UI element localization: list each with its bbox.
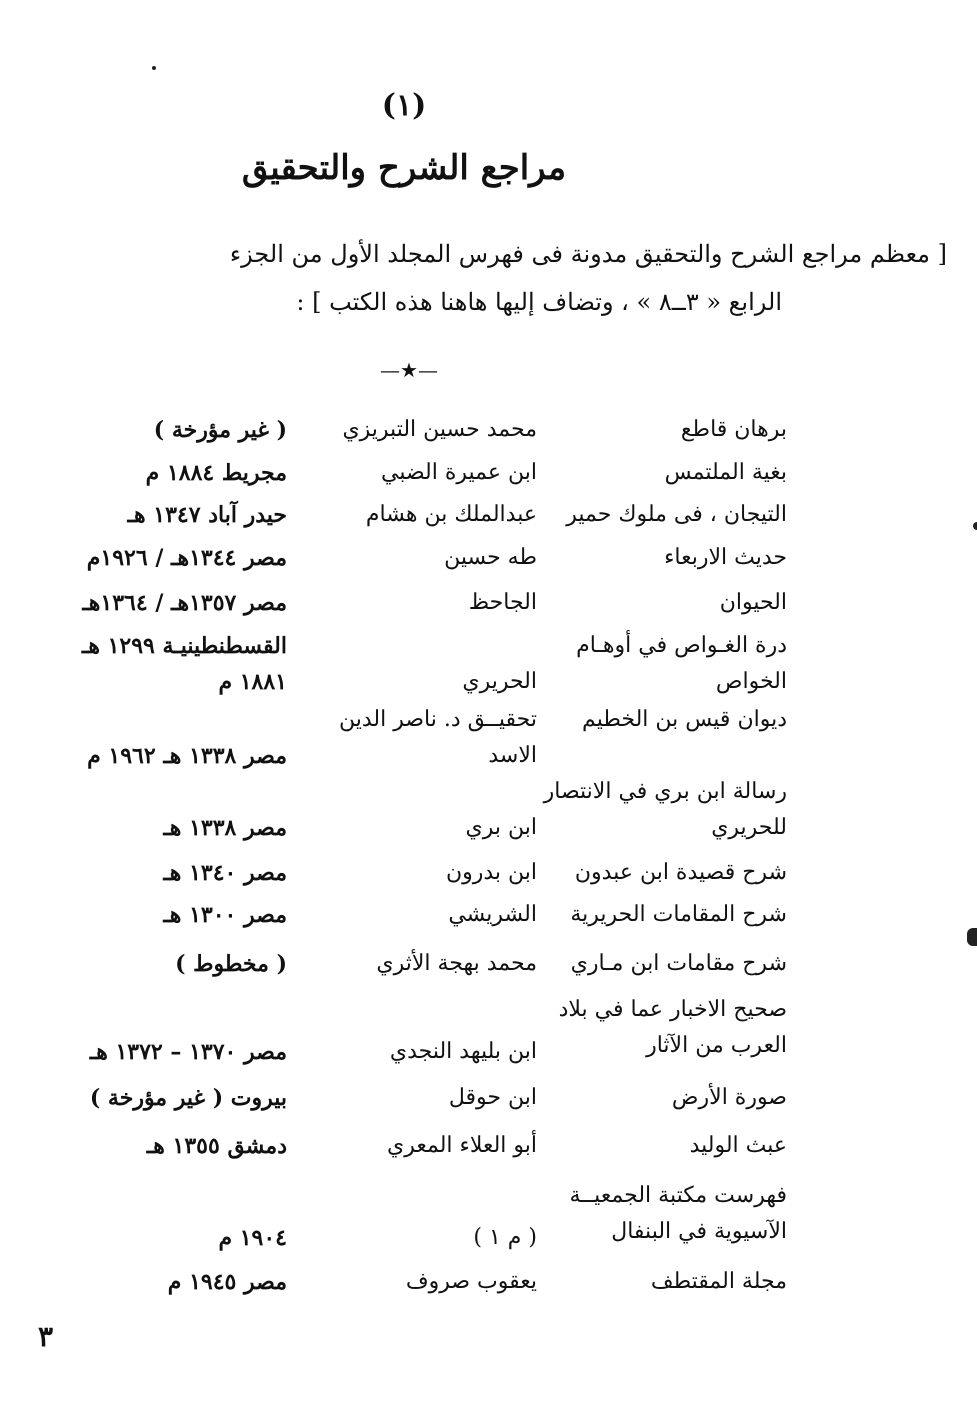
reference-author: الجاحظ xyxy=(468,590,537,615)
reference-row xyxy=(0,774,977,856)
reference-row xyxy=(0,455,977,515)
reference-row xyxy=(0,702,977,784)
reference-author: طه حسين xyxy=(444,545,537,570)
section-number: (١) xyxy=(381,88,427,123)
reference-author: ابن حوقل xyxy=(448,1085,537,1110)
reference-author: ابن بليهد النجدي xyxy=(389,1039,537,1064)
reference-row xyxy=(0,1128,977,1188)
reference-title: حديث الاربعاء xyxy=(664,545,787,570)
reference-row xyxy=(0,855,977,915)
reference-title: شرح قصيدة ابن عبدون xyxy=(574,860,787,885)
reference-row xyxy=(0,946,977,1006)
reference-row xyxy=(0,540,977,600)
reference-title: رسالة ابن بري في الانتصار للحريري xyxy=(543,779,787,840)
reference-author: يعقوب صروف xyxy=(405,1269,537,1294)
reference-title: صحيح الاخبار عما في بلاد العرب من الآثار xyxy=(558,997,787,1058)
reference-publication: مصر ١٣٤٤هـ / ١٩٢٦م xyxy=(86,545,287,571)
reference-row xyxy=(0,628,977,710)
intro-line-1: [ معظم مراجع الشرح والتحقيق مدونة فى فهرس المجلد الأول من الجزء xyxy=(229,240,947,268)
reference-publication: مصر ١٣٣٨ هـ ١٩٦٢ م xyxy=(87,743,287,769)
reference-author: الشريشي xyxy=(448,902,537,927)
reference-title: التيجان ، فى ملوك حمير xyxy=(566,502,787,527)
reference-author: تحقيــق د. ناصر الدين الاسد xyxy=(339,707,537,768)
reference-title: شرح مقامات ابن مـاري xyxy=(570,951,787,976)
intro-line-2: الرابع « ٣ــ٨ » ، وتضاف إليها هاهنا هذه الكتب ] : xyxy=(296,288,782,316)
reference-author: ابن بري xyxy=(465,815,537,840)
reference-row xyxy=(0,497,977,557)
reference-publication: مصر ١٣٣٨ هـ xyxy=(163,815,287,841)
reference-author: الحريري xyxy=(462,669,537,694)
reference-publication: مصر ١٣٧٠ – ١٣٧٢ هـ xyxy=(89,1039,287,1065)
page-edge-mark xyxy=(967,928,977,946)
reference-author: محمد حسين التبريزي xyxy=(342,417,537,442)
reference-publication: دمشق ١٣٥٥ هـ xyxy=(146,1133,287,1159)
reference-title: فهرست مكتبة الجمعيــة الآسيوية في البنفال xyxy=(569,1183,787,1244)
reference-row xyxy=(0,1264,977,1324)
reference-row xyxy=(0,992,977,1074)
reference-title: مجلة المقتطف xyxy=(650,1269,787,1294)
reference-row xyxy=(0,897,977,957)
page-number: ٣ xyxy=(38,1320,54,1353)
reference-publication: مصر ١٣٤٠ هـ xyxy=(163,860,287,886)
star-separator: —★— xyxy=(380,358,438,382)
reference-author: ابن بدرون xyxy=(445,860,537,885)
reference-title: ديوان قيس بن الخطيم xyxy=(582,707,787,732)
margin-dot xyxy=(152,66,156,70)
reference-publication: ١٩٠٤ م xyxy=(218,1225,287,1251)
reference-publication: مجريط ١٨٨٤ م xyxy=(145,460,287,486)
reference-publication: مصر ١٣٥٧هـ / ١٣٦٤هـ xyxy=(82,590,287,616)
page-title: مراجع الشرح والتحقيق xyxy=(241,148,567,188)
reference-publication: ( غير مؤرخة ) xyxy=(153,417,287,443)
reference-publication: حيدر آباد ١٣٤٧ هـ xyxy=(127,502,287,528)
reference-publication: ( مخطوط ) xyxy=(175,951,287,977)
page-edge-mark xyxy=(973,522,977,530)
reference-author: أبو العلاء المعري xyxy=(387,1133,537,1158)
reference-publication: مصر ١٩٤٥ م xyxy=(167,1269,287,1295)
reference-title: صورة الأرض xyxy=(671,1085,787,1110)
reference-title: درة الغـواص في أوهـام الخواص xyxy=(576,633,787,694)
reference-author: ( م ١ ) xyxy=(473,1225,537,1250)
reference-publication: بيروت ( غير مؤرخة ) xyxy=(89,1085,287,1111)
reference-row xyxy=(0,1178,977,1260)
reference-publication: مصر ١٣٠٠ هـ xyxy=(163,902,287,928)
reference-title: عبث الوليد xyxy=(689,1133,787,1158)
reference-title: برهان قاطع xyxy=(680,417,787,442)
reference-author: ابن عميرة الضبي xyxy=(381,460,537,485)
reference-row xyxy=(0,585,977,645)
reference-row xyxy=(0,1080,977,1140)
reference-author: عبدالملك بن هشام xyxy=(365,502,537,527)
reference-title: شرح المقامات الحريرية xyxy=(570,902,787,927)
reference-title: الحيوان xyxy=(719,590,787,615)
reference-title: بغية الملتمس xyxy=(664,460,787,485)
reference-author: محمد بهجة الأثري xyxy=(376,951,537,976)
reference-publication: القسطنطينيـة ١٢٩٩ هـ ١٨٨١ م xyxy=(81,633,287,695)
reference-row xyxy=(0,412,977,472)
